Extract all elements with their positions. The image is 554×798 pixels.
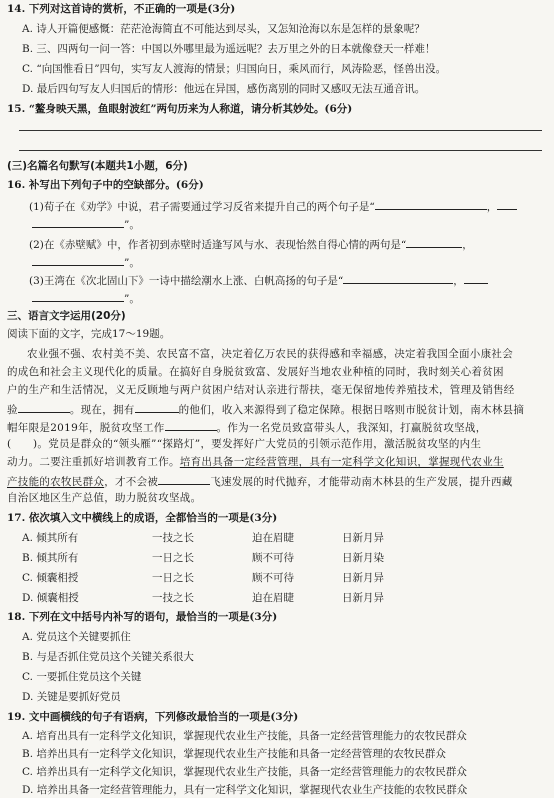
q14-stem: 14. 下列对这首诗的赏析，不正确的一项是(3分): [7, 3, 236, 15]
q16-item-1: [29, 200, 517, 213]
q19-option-b: B. 培养出具有一定科学文化知识，掌握现代农业生产技能和具备一定经营管理的农牧民群众: [22, 748, 446, 760]
q17-option-d: [22, 593, 432, 604]
q17-option-b: [22, 553, 432, 564]
option-cell: 顾不可待: [252, 552, 294, 564]
q16-stem: 16. 补写出下列句子中的空缺部分。(6分): [7, 179, 204, 191]
passage-line: [7, 457, 504, 468]
q18-option-d: D. 关键是要抓好党员: [22, 691, 121, 703]
option-cell: D. 倾囊相授: [22, 592, 79, 604]
fill-blank[interactable]: [464, 274, 488, 284]
passage-line: 农业强不强、农村美不美、农民富不富，决定着亿万农民的获得感和幸福感，决定着我国全面小康社会: [27, 348, 513, 360]
answer-line: [19, 130, 542, 131]
q16-item-3: [29, 274, 488, 287]
section-title: (三)名篇名句默写(本题共1小题，6分): [7, 160, 188, 172]
option-cell: 日新月异: [342, 572, 384, 584]
fill-blank[interactable]: [32, 218, 124, 228]
passage-text: 。作为一名党员致富带头人，我深知，打赢脱贫攻坚战，: [216, 422, 487, 434]
fill-blank: [18, 403, 70, 413]
option-cell: B. 倾其所有: [22, 552, 79, 564]
fill-blank: [158, 475, 210, 485]
passage-line: [7, 403, 524, 416]
answer-line: [19, 150, 542, 151]
q19-option-a: A. 培育出具有一定科学文化知识，掌握现代农业生产技能，具备一定经营管理能力的农牧民群众: [22, 730, 467, 742]
part-title: 三、语言文字运用(20分): [7, 310, 126, 322]
fill-blank[interactable]: [375, 200, 487, 210]
q19-option-c: C. 培养出具有一定科学文化知识，掌握现代农业生产技能，具备一定经营管理能力的农牧民群众: [22, 766, 467, 778]
q14-option-c: C. “向国惟看日”四句，实写友人渡海的情景；归国向日，乘风而行，风涛险恶，怪兽出没。: [22, 63, 447, 75]
option-cell: 迫在眉睫: [252, 592, 294, 604]
punct: ，: [453, 275, 464, 287]
q17-option-c: [22, 573, 432, 584]
q16-item-1-text: (1)荀子在《劝学》中说，君子需要通过学习反省来提升自己的两个句子是“: [29, 201, 375, 213]
underlined-sentence: 产技能的农牧民群众: [7, 476, 105, 488]
q14-option-d: D. 最后四句写友人归国后的情形：他远在异国，感伤离别的同时又感叹无法互通音讯。: [22, 83, 426, 95]
fill-blank[interactable]: [32, 292, 124, 302]
passage-line: ( )。党员是群众的“领头雁”“探路灯”，要发挥好广大党员的引领示范作用，激活脱贫攻坚的内生: [7, 438, 482, 450]
option-cell: 一日之长: [152, 572, 194, 584]
q17-option-a: [22, 533, 432, 544]
passage-text: 飞速发展的时代抛弃，才能带动南木林县的生产发展，提升西藏: [210, 476, 513, 488]
q19-option-d: D. 培养出具备一定经营管理能力，具有一定科学文化知识，掌握现代农业生产技能的农牧民群众: [22, 784, 468, 796]
q18-option-c: C. 一要抓住党员这个关键: [22, 671, 142, 683]
q16-item-1-cont: [32, 218, 140, 231]
passage-line: 的成色和社会主义现代化的质量。在搞好自身脱贫致富、发展好当地农业种植的同时，我时刻关心着贫困: [7, 366, 504, 378]
q18-option-b: B. 与是否抓住党员这个关键关系很大: [22, 651, 194, 663]
passage-line: [7, 475, 513, 488]
passage-text: 动力。二要注重抓好培训教育工作。: [7, 456, 180, 468]
fill-blank[interactable]: [497, 200, 517, 210]
q14-option-a: A. 诗人开篇便感慨：茫茫沧海简直不可能达到尽头，又怎知沧海以东是怎样的景象呢？: [22, 23, 425, 35]
fill-blank: [165, 421, 217, 431]
fill-blank[interactable]: [343, 274, 453, 284]
option-cell: 日新月异: [342, 592, 384, 604]
fill-blank[interactable]: [406, 238, 462, 248]
fill-blank: [135, 403, 179, 413]
passage-text: 。现在，拥有: [69, 404, 135, 416]
passage-text: 验: [7, 404, 18, 416]
q19-stem: 19. 文中画横线的句子有语病，下列修改最恰当的一项是(3分): [7, 711, 299, 723]
q18-stem: 18. 下列在文中括号内补写的语句，最恰当的一项是(3分): [7, 611, 278, 623]
passage-line: 户的生产和生活情况，义无反顾地与两户贫困户结对认亲进行帮扶，毫无保留地传养殖技术，管理及销售经: [7, 384, 515, 396]
option-cell: 一日之长: [152, 552, 194, 564]
option-cell: A. 倾其所有: [22, 532, 79, 544]
q15-stem: 15. “鳌身映天黑，鱼眼射波红”两句历来为人称道，请分析其妙处。(6分): [7, 103, 353, 115]
punct: ”。: [124, 219, 140, 231]
option-cell: 一技之长: [152, 592, 194, 604]
option-cell: 一技之长: [152, 532, 194, 544]
q14-option-b: B. 三、四两句一问一答：中国以外哪里最为遥远呢？去万里之外的日本就像登天一样难！: [22, 43, 436, 55]
q16-item-2: [29, 238, 473, 251]
passage-line: [7, 421, 487, 434]
underlined-sentence: 培育出具备一定经营管理，具有一定科学文化知识，掌握现代农业生: [179, 456, 504, 468]
option-cell: 迫在眉睫: [252, 532, 294, 544]
passage-text: ，才不会被: [104, 476, 159, 488]
fill-blank[interactable]: [32, 256, 124, 266]
option-cell: 日新月染: [342, 552, 384, 564]
punct: ，: [462, 239, 473, 251]
punct: ，: [486, 201, 498, 213]
passage-text: 帽年限是2019年，脱贫攻坚工作: [7, 422, 165, 434]
punct: ”。: [124, 293, 140, 305]
q18-option-a: A. 党员这个关键要抓住: [22, 631, 131, 643]
option-cell: 日新月异: [342, 532, 384, 544]
reading-intro: 阅读下面的文字，完成17～19题。: [7, 328, 171, 340]
punct: ”。: [124, 257, 140, 269]
option-cell: 顾不可待: [252, 572, 294, 584]
passage-line: 自治区地区生产总值，助力脱贫攻坚战。: [7, 492, 202, 504]
passage-text: 的他们，收入来源得到了稳定保障。根据日喀则市脱贫计划，南木林县摘: [178, 404, 525, 416]
q17-stem: 17. 依次填入文中横线上的成语，全都恰当的一项是(3分): [7, 512, 278, 524]
option-cell: C. 倾囊相授: [22, 572, 79, 584]
q16-item-3-text: (3)王湾在《次北固山下》一诗中描绘潮水上涨、白帆高扬的句子是“: [29, 275, 344, 287]
q16-item-2-text: (2)在《赤壁赋》中，作者初到赤壁时适逢写风与水、表现怡然自得心情的两句是“: [29, 239, 407, 251]
q16-item-3-cont: [32, 292, 140, 305]
q16-item-2-cont: [32, 256, 140, 269]
